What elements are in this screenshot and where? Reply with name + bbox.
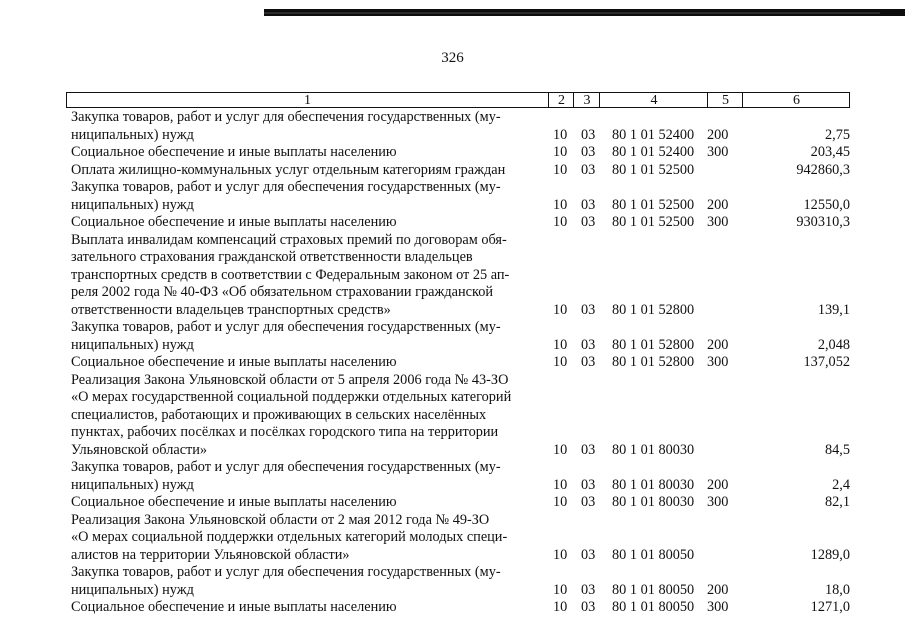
- row-section: 10: [553, 161, 568, 178]
- row-subsection: 03: [581, 441, 596, 458]
- row-target-article: 80 1 01 52800: [612, 354, 695, 370]
- row-target-article: 80 1 01 52500: [612, 214, 695, 230]
- table-row: [71, 162, 850, 180]
- row-target-article: 80 1 01 52400: [612, 126, 695, 143]
- row-amount: 1271,0: [810, 599, 850, 615]
- row-codes: [71, 582, 850, 600]
- row-subsection: 03: [581, 336, 596, 353]
- row-target-article: 80 1 01 80030: [612, 441, 695, 458]
- row-codes: [71, 197, 850, 215]
- header-col-2: 2: [548, 93, 574, 108]
- table-row: [71, 214, 850, 232]
- row-codes: [71, 214, 850, 232]
- row-target-article: 80 1 01 80050: [612, 581, 695, 598]
- header-col-1: 1: [304, 93, 311, 108]
- row-amount: 1289,0: [810, 546, 850, 563]
- row-expense-type: 200: [707, 126, 729, 143]
- row-section: 10: [553, 546, 568, 563]
- row-name: Социальное обеспечение и иные выплаты населению: [71, 494, 397, 510]
- row-name: Социальное обеспечение и иные выплаты населению: [71, 599, 397, 615]
- row-section: 10: [553, 336, 568, 353]
- row-expense-type: 300: [707, 354, 729, 370]
- row-target-article: 80 1 01 80030: [612, 494, 695, 510]
- row-amount: 203,45: [810, 144, 850, 160]
- row-section: 10: [553, 476, 568, 493]
- row-target-article: 80 1 01 52800: [612, 336, 695, 353]
- row-subsection: 03: [581, 301, 596, 318]
- row-subsection: 03: [581, 476, 596, 493]
- row-expense-type: 300: [707, 214, 729, 230]
- header-col-3: 3: [573, 93, 600, 108]
- table-row: [71, 459, 850, 494]
- row-target-article: 80 1 01 52400: [612, 144, 695, 160]
- row-name: Реализация Закона Ульяновской области от 5 апреля 2006 года № 43-ЗО «О мерах государственной социальной поддержки отдельных категорий специалистов, работающих и проживающих в сельских населённых пунктах, рабочих посёлках и посёлках городского типа на территории Ульяновской области»: [71, 371, 512, 458]
- row-expense-type: 300: [707, 144, 729, 160]
- table-row: [71, 179, 850, 214]
- page-number: 326: [441, 50, 464, 66]
- row-name: Выплата инвалидам компенсаций страховых премий по договорам обя- зательного страхования гражданской ответственности владельцев транспортных средств в соответствии с Федеральным законом от 25 ап- реля 2002 года № 40-ФЗ «Об обязательном страховании гражданской ответственности владельцев транспортных средств»: [71, 231, 510, 318]
- table-row: [71, 512, 850, 565]
- row-amount: 2,048: [817, 336, 850, 353]
- row-section: 10: [553, 581, 568, 598]
- table-header-row: [66, 92, 850, 108]
- row-amount: 930310,3: [796, 214, 850, 230]
- row-target-article: 80 1 01 52500: [612, 161, 695, 178]
- table-body: [71, 109, 861, 617]
- row-codes: [71, 127, 850, 145]
- row-section: 10: [553, 126, 568, 143]
- row-codes: [71, 477, 850, 495]
- table-row: [71, 319, 850, 354]
- row-section: 10: [553, 441, 568, 458]
- row-name: Закупка товаров, работ и услуг для обеспечения государственных (му- ниципальных) нужд: [71, 459, 501, 493]
- row-name: Реализация Закона Ульяновской области от 2 мая 2012 года № 49-ЗО «О мерах социальной поддержки отдельных категорий молодых специ- алистов на территории Ульяновской области»: [71, 511, 508, 563]
- row-subsection: 03: [581, 126, 596, 143]
- row-amount: 942860,3: [796, 161, 850, 178]
- row-amount: 137,052: [803, 354, 850, 370]
- scan-edge-bar: [264, 9, 905, 16]
- header-col-4: 4: [599, 93, 708, 108]
- row-amount: 139,1: [817, 301, 850, 318]
- row-section: 10: [553, 301, 568, 318]
- table-row: [71, 564, 850, 599]
- row-subsection: 03: [581, 354, 596, 370]
- row-name: Оплата жилищно-коммунальных услуг отдельным категориям граждан: [71, 161, 506, 178]
- row-name: Закупка товаров, работ и услуг для обеспечения государственных (му- ниципальных) нужд: [71, 319, 501, 353]
- row-codes: [71, 337, 850, 355]
- table-row: [71, 232, 850, 320]
- row-subsection: 03: [581, 144, 596, 160]
- row-amount: 82,1: [824, 494, 850, 510]
- row-name: Социальное обеспечение и иные выплаты населению: [71, 144, 397, 160]
- row-target-article: 80 1 01 80030: [612, 476, 695, 493]
- row-target-article: 80 1 01 80050: [612, 599, 695, 615]
- row-codes: [71, 442, 850, 460]
- row-codes: [71, 144, 850, 162]
- row-name: Социальное обеспечение и иные выплаты населению: [71, 354, 397, 370]
- row-name: Закупка товаров, работ и услуг для обеспечения государственных (му- ниципальных) нужд: [71, 109, 501, 143]
- row-subsection: 03: [581, 581, 596, 598]
- row-expense-type: 300: [707, 599, 729, 615]
- row-subsection: 03: [581, 214, 596, 230]
- row-section: 10: [553, 354, 568, 370]
- row-section: 10: [553, 144, 568, 160]
- row-amount: 84,5: [824, 441, 850, 458]
- row-subsection: 03: [581, 161, 596, 178]
- row-subsection: 03: [581, 196, 596, 213]
- row-section: 10: [553, 599, 568, 615]
- row-expense-type: 200: [707, 476, 729, 493]
- row-expense-type: 300: [707, 494, 729, 510]
- row-expense-type: 200: [707, 196, 729, 213]
- row-expense-type: 200: [707, 581, 729, 598]
- table-row: [71, 599, 850, 617]
- row-expense-type: 200: [707, 336, 729, 353]
- row-target-article: 80 1 01 52500: [612, 196, 695, 213]
- row-codes: [71, 162, 850, 180]
- row-amount: 12550,0: [803, 196, 850, 213]
- table-row: [71, 494, 850, 512]
- header-col-5: 5: [707, 93, 743, 108]
- row-target-article: 80 1 01 52800: [612, 301, 695, 318]
- row-subsection: 03: [581, 599, 596, 615]
- row-section: 10: [553, 494, 568, 510]
- row-codes: [71, 354, 850, 372]
- row-section: 10: [553, 196, 568, 213]
- row-target-article: 80 1 01 80050: [612, 546, 695, 563]
- row-subsection: 03: [581, 546, 596, 563]
- table-row: [71, 144, 850, 162]
- table-row: [71, 372, 850, 460]
- row-codes: [71, 302, 850, 320]
- row-name: Закупка товаров, работ и услуг для обеспечения государственных (му- ниципальных) нужд: [71, 564, 501, 598]
- row-name: Закупка товаров, работ и услуг для обеспечения государственных (му- ниципальных) нужд: [71, 179, 501, 213]
- table-row: [71, 109, 850, 144]
- row-codes: [71, 599, 850, 617]
- row-amount: 2,75: [824, 126, 850, 143]
- row-name: Социальное обеспечение и иные выплаты населению: [71, 214, 397, 230]
- row-subsection: 03: [581, 494, 596, 510]
- row-codes: [71, 547, 850, 565]
- row-codes: [71, 494, 850, 512]
- row-section: 10: [553, 214, 568, 230]
- row-amount: 2,4: [832, 476, 850, 493]
- table-row: [71, 354, 850, 372]
- row-amount: 18,0: [824, 581, 850, 598]
- header-col-6: 6: [742, 93, 850, 108]
